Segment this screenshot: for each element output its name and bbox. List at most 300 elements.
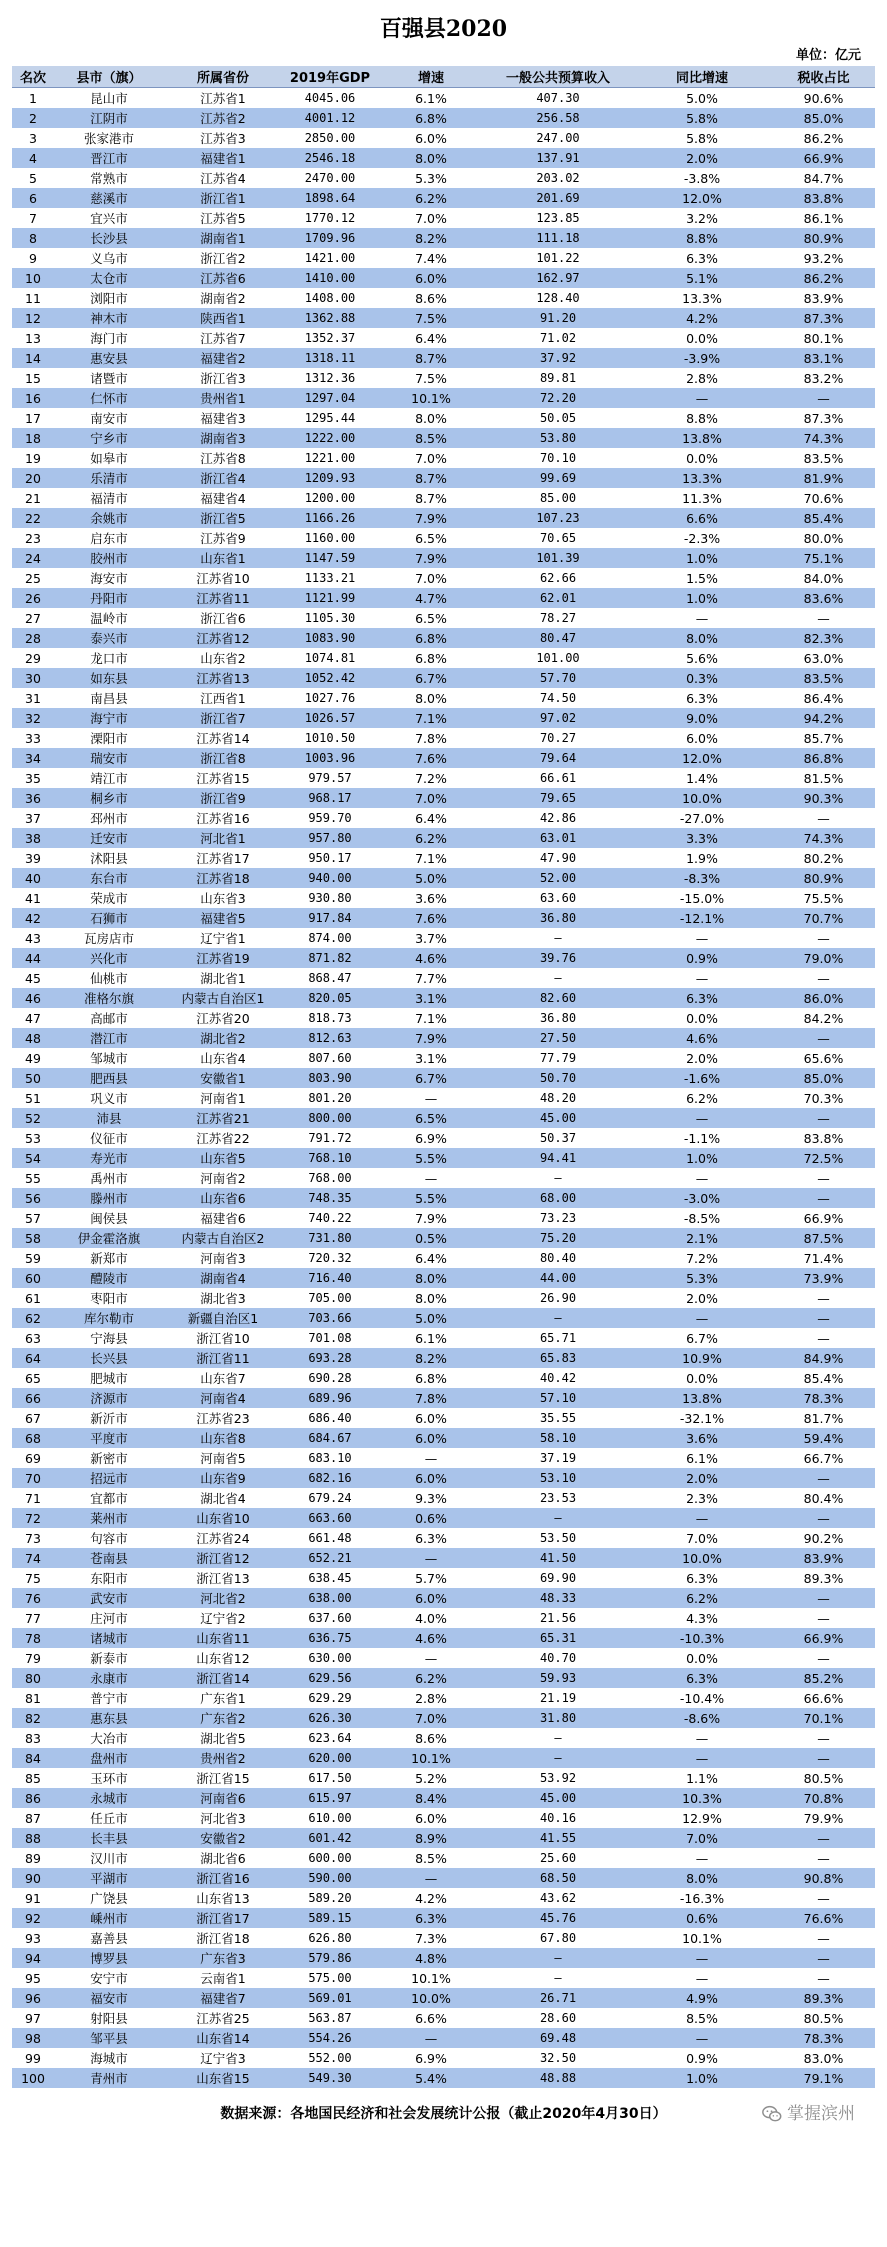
cell-budget-revenue: 35.55 bbox=[484, 1408, 632, 1428]
cell-county: 仪征市 bbox=[54, 1128, 164, 1148]
table-row bbox=[12, 1628, 875, 1648]
table-row bbox=[12, 1928, 875, 1948]
cell-rank: 5 bbox=[12, 168, 54, 188]
cell-county: 新沂市 bbox=[54, 1408, 164, 1428]
cell-gdp: 2546.18 bbox=[282, 148, 378, 168]
cell-rank: 46 bbox=[12, 988, 54, 1008]
cell-province: 江苏省7 bbox=[164, 328, 282, 348]
table-row bbox=[12, 628, 875, 648]
cell-revenue-growth: 13.8% bbox=[632, 428, 772, 448]
cell-tax-share: 80.9% bbox=[772, 868, 875, 888]
cell-county: 泰兴市 bbox=[54, 628, 164, 648]
table-row bbox=[12, 1168, 875, 1188]
cell-rank: 32 bbox=[12, 708, 54, 728]
cell-county: 余姚市 bbox=[54, 508, 164, 528]
table-body bbox=[12, 88, 875, 2089]
cell-tax-share: 86.0% bbox=[772, 988, 875, 1008]
cell-gdp-growth: 7.6% bbox=[378, 748, 484, 768]
cell-gdp-growth: — bbox=[378, 1088, 484, 1108]
cell-budget-revenue: 247.00 bbox=[484, 128, 632, 148]
cell-revenue-growth: 1.0% bbox=[632, 588, 772, 608]
cell-county: 福清市 bbox=[54, 488, 164, 508]
cell-province: 内蒙古自治区1 bbox=[164, 988, 282, 1008]
cell-budget-revenue: — bbox=[484, 1948, 632, 1968]
cell-gdp-growth: 5.5% bbox=[378, 1148, 484, 1168]
cell-tax-share: 75.5% bbox=[772, 888, 875, 908]
table-row bbox=[12, 1028, 875, 1048]
cell-budget-revenue: 53.80 bbox=[484, 428, 632, 448]
cell-gdp: 579.86 bbox=[282, 1948, 378, 1968]
cell-rank: 21 bbox=[12, 488, 54, 508]
cell-budget-revenue: 72.20 bbox=[484, 388, 632, 408]
cell-rank: 44 bbox=[12, 948, 54, 968]
cell-county: 张家港市 bbox=[54, 128, 164, 148]
cell-gdp-growth: 4.8% bbox=[378, 1948, 484, 1968]
cell-county: 潜江市 bbox=[54, 1028, 164, 1048]
table-row bbox=[12, 1588, 875, 1608]
cell-province: 山东省7 bbox=[164, 1368, 282, 1388]
cell-gdp-growth: 3.1% bbox=[378, 988, 484, 1008]
cell-rank: 59 bbox=[12, 1248, 54, 1268]
cell-province: 河南省6 bbox=[164, 1788, 282, 1808]
cell-county: 永城市 bbox=[54, 1788, 164, 1808]
cell-rank: 18 bbox=[12, 428, 54, 448]
table-row bbox=[12, 1688, 875, 1708]
cell-gdp-growth: 5.0% bbox=[378, 1308, 484, 1328]
cell-province: 湖北省5 bbox=[164, 1728, 282, 1748]
table-row bbox=[12, 2068, 875, 2088]
table-row bbox=[12, 1768, 875, 1788]
cell-gdp-growth: 6.2% bbox=[378, 188, 484, 208]
cell-rank: 61 bbox=[12, 1288, 54, 1308]
cell-budget-revenue: — bbox=[484, 1308, 632, 1328]
unit-label: 单位：亿元 bbox=[795, 48, 861, 63]
table-row bbox=[12, 268, 875, 288]
table-row bbox=[12, 968, 875, 988]
table-row bbox=[12, 1548, 875, 1568]
cell-revenue-growth: -8.6% bbox=[632, 1708, 772, 1728]
cell-county: 滕州市 bbox=[54, 1188, 164, 1208]
data-source-note: 数据来源：各地国民经济和社会发展统计公报（截止2020年4月30日） bbox=[220, 2106, 667, 2122]
cell-county: 沭阳县 bbox=[54, 848, 164, 868]
table-row bbox=[12, 848, 875, 868]
table-row bbox=[12, 528, 875, 548]
cell-tax-share: 83.1% bbox=[772, 348, 875, 368]
cell-revenue-growth: 6.3% bbox=[632, 1668, 772, 1688]
cell-province: 浙江省11 bbox=[164, 1348, 282, 1368]
table-row bbox=[12, 1908, 875, 1928]
table-row bbox=[12, 948, 875, 968]
cell-province: 湖南省4 bbox=[164, 1268, 282, 1288]
cell-rank: 80 bbox=[12, 1668, 54, 1688]
cell-tax-share: — bbox=[772, 1608, 875, 1628]
cell-gdp: 1297.04 bbox=[282, 388, 378, 408]
cell-tax-share: 84.2% bbox=[772, 1008, 875, 1028]
cell-revenue-growth: 5.1% bbox=[632, 268, 772, 288]
cell-tax-share: 83.9% bbox=[772, 288, 875, 308]
table-row bbox=[12, 2048, 875, 2068]
cell-province: 江苏省15 bbox=[164, 768, 282, 788]
cell-gdp: 600.00 bbox=[282, 1848, 378, 1868]
cell-tax-share: 83.9% bbox=[772, 1548, 875, 1568]
cell-gdp-growth: 3.7% bbox=[378, 928, 484, 948]
cell-county: 诸暨市 bbox=[54, 368, 164, 388]
cell-county: 海城市 bbox=[54, 2048, 164, 2068]
cell-gdp-growth: 6.0% bbox=[378, 1428, 484, 1448]
cell-tax-share: 80.4% bbox=[772, 1488, 875, 1508]
table-row bbox=[12, 1048, 875, 1068]
cell-budget-revenue: 77.79 bbox=[484, 1048, 632, 1068]
cell-gdp-growth: 6.5% bbox=[378, 608, 484, 628]
cell-gdp-growth: — bbox=[378, 1168, 484, 1188]
cell-gdp-growth: 6.0% bbox=[378, 1408, 484, 1428]
cell-rank: 41 bbox=[12, 888, 54, 908]
cell-county: 招远市 bbox=[54, 1468, 164, 1488]
cell-gdp-growth: 0.6% bbox=[378, 1508, 484, 1528]
cell-rank: 28 bbox=[12, 628, 54, 648]
cell-county: 神木市 bbox=[54, 308, 164, 328]
cell-gdp: 1295.44 bbox=[282, 408, 378, 428]
cell-revenue-growth: 3.6% bbox=[632, 1428, 772, 1448]
cell-province: 浙江省15 bbox=[164, 1768, 282, 1788]
cell-budget-revenue: 70.10 bbox=[484, 448, 632, 468]
cell-budget-revenue: 32.50 bbox=[484, 2048, 632, 2068]
cell-county: 玉环市 bbox=[54, 1768, 164, 1788]
cell-gdp: 638.45 bbox=[282, 1568, 378, 1588]
cell-gdp-growth: 10.0% bbox=[378, 1988, 484, 2008]
cell-county: 石狮市 bbox=[54, 908, 164, 928]
cell-gdp-growth: 7.5% bbox=[378, 308, 484, 328]
cell-gdp-growth: 8.7% bbox=[378, 468, 484, 488]
cell-province: 江苏省11 bbox=[164, 588, 282, 608]
cell-rank: 79 bbox=[12, 1648, 54, 1668]
cell-budget-revenue: 70.65 bbox=[484, 528, 632, 548]
cell-gdp: 661.48 bbox=[282, 1528, 378, 1548]
cell-gdp-growth: — bbox=[378, 2028, 484, 2048]
cell-revenue-growth: 4.2% bbox=[632, 308, 772, 328]
cell-budget-revenue: 75.20 bbox=[484, 1228, 632, 1248]
cell-tax-share: — bbox=[772, 1108, 875, 1128]
cell-gdp: 740.22 bbox=[282, 1208, 378, 1228]
cell-revenue-growth: 2.0% bbox=[632, 1048, 772, 1068]
cell-gdp-growth: 0.5% bbox=[378, 1228, 484, 1248]
cell-tax-share: 90.6% bbox=[772, 88, 875, 109]
cell-budget-revenue: 73.23 bbox=[484, 1208, 632, 1228]
cell-revenue-growth: -8.5% bbox=[632, 1208, 772, 1228]
cell-revenue-growth: -2.3% bbox=[632, 528, 772, 548]
table-row bbox=[12, 608, 875, 628]
cell-budget-revenue: 45.76 bbox=[484, 1908, 632, 1928]
cell-county: 新郑市 bbox=[54, 1248, 164, 1268]
cell-revenue-growth: 4.3% bbox=[632, 1608, 772, 1628]
cell-rank: 70 bbox=[12, 1468, 54, 1488]
cell-county: 库尔勒市 bbox=[54, 1308, 164, 1328]
table-row bbox=[12, 328, 875, 348]
cell-revenue-growth: 6.3% bbox=[632, 1568, 772, 1588]
cell-county: 海宁市 bbox=[54, 708, 164, 728]
cell-gdp: 791.72 bbox=[282, 1128, 378, 1148]
cell-county: 宜兴市 bbox=[54, 208, 164, 228]
cell-budget-revenue: 65.31 bbox=[484, 1628, 632, 1648]
cell-gdp: 1121.99 bbox=[282, 588, 378, 608]
cell-tax-share: — bbox=[772, 1028, 875, 1048]
cell-province: 福建省4 bbox=[164, 488, 282, 508]
cell-tax-share: — bbox=[772, 1848, 875, 1868]
cell-county: 邹平县 bbox=[54, 2028, 164, 2048]
cell-rank: 89 bbox=[12, 1848, 54, 1868]
cell-rank: 91 bbox=[12, 1888, 54, 1908]
cell-tax-share: 66.7% bbox=[772, 1448, 875, 1468]
cell-revenue-growth: 0.3% bbox=[632, 668, 772, 688]
cell-province: 江苏省8 bbox=[164, 448, 282, 468]
table-row bbox=[12, 1728, 875, 1748]
cell-budget-revenue: 89.81 bbox=[484, 368, 632, 388]
cell-gdp-growth: 3.6% bbox=[378, 888, 484, 908]
cell-tax-share: 86.2% bbox=[772, 268, 875, 288]
cell-province: 河南省3 bbox=[164, 1248, 282, 1268]
cell-county: 伊金霍洛旗 bbox=[54, 1228, 164, 1248]
cell-rank: 67 bbox=[12, 1408, 54, 1428]
cell-rank: 13 bbox=[12, 328, 54, 348]
cell-budget-revenue: 63.01 bbox=[484, 828, 632, 848]
cell-rank: 29 bbox=[12, 648, 54, 668]
cell-tax-share: — bbox=[772, 1968, 875, 1988]
cell-budget-revenue: 85.00 bbox=[484, 488, 632, 508]
cell-gdp: 637.60 bbox=[282, 1608, 378, 1628]
cell-revenue-growth: 6.7% bbox=[632, 1328, 772, 1348]
cell-rank: 83 bbox=[12, 1728, 54, 1748]
cell-gdp-growth: 6.8% bbox=[378, 1368, 484, 1388]
table-row bbox=[12, 1448, 875, 1468]
cell-gdp: 575.00 bbox=[282, 1968, 378, 1988]
cell-rank: 66 bbox=[12, 1388, 54, 1408]
table-row bbox=[12, 1068, 875, 1088]
cell-gdp-growth: 7.1% bbox=[378, 708, 484, 728]
cell-budget-revenue: 256.58 bbox=[484, 108, 632, 128]
cell-rank: 6 bbox=[12, 188, 54, 208]
table-row bbox=[12, 1228, 875, 1248]
cell-county: 昆山市 bbox=[54, 88, 164, 109]
cell-tax-share: — bbox=[772, 808, 875, 828]
cell-gdp: 629.29 bbox=[282, 1688, 378, 1708]
cell-budget-revenue: 39.76 bbox=[484, 948, 632, 968]
cell-rank: 24 bbox=[12, 548, 54, 568]
header-county: 县市（旗） bbox=[54, 66, 164, 88]
wechat-icon bbox=[761, 2103, 783, 2125]
cell-gdp: 663.60 bbox=[282, 1508, 378, 1528]
cell-gdp-growth: 8.0% bbox=[378, 1288, 484, 1308]
cell-tax-share: — bbox=[772, 1828, 875, 1848]
cell-gdp: 1026.57 bbox=[282, 708, 378, 728]
cell-province: 江苏省24 bbox=[164, 1528, 282, 1548]
cell-tax-share: 83.6% bbox=[772, 588, 875, 608]
cell-gdp: 1209.93 bbox=[282, 468, 378, 488]
table-row bbox=[12, 928, 875, 948]
cell-budget-revenue: 82.60 bbox=[484, 988, 632, 1008]
cell-gdp: 652.21 bbox=[282, 1548, 378, 1568]
table-row bbox=[12, 308, 875, 328]
cell-tax-share: 79.0% bbox=[772, 948, 875, 968]
cell-tax-share: 78.3% bbox=[772, 2028, 875, 2048]
cell-revenue-growth: 6.3% bbox=[632, 988, 772, 1008]
cell-tax-share: 70.6% bbox=[772, 488, 875, 508]
cell-rank: 14 bbox=[12, 348, 54, 368]
cell-gdp: 1408.00 bbox=[282, 288, 378, 308]
cell-province: 浙江省5 bbox=[164, 508, 282, 528]
table-row bbox=[12, 1748, 875, 1768]
cell-gdp-growth: 7.9% bbox=[378, 508, 484, 528]
cell-rank: 42 bbox=[12, 908, 54, 928]
cell-gdp: 940.00 bbox=[282, 868, 378, 888]
table-row bbox=[12, 648, 875, 668]
cell-tax-share: — bbox=[772, 1648, 875, 1668]
cell-gdp-growth: 8.0% bbox=[378, 148, 484, 168]
cell-budget-revenue: 45.00 bbox=[484, 1788, 632, 1808]
cell-tax-share: 85.0% bbox=[772, 1068, 875, 1088]
cell-gdp-growth: 6.2% bbox=[378, 1668, 484, 1688]
cell-tax-share: — bbox=[772, 1948, 875, 1968]
cell-gdp: 1318.11 bbox=[282, 348, 378, 368]
cell-rank: 69 bbox=[12, 1448, 54, 1468]
cell-budget-revenue: 48.33 bbox=[484, 1588, 632, 1608]
cell-county: 闽侯县 bbox=[54, 1208, 164, 1228]
cell-gdp-growth: 8.0% bbox=[378, 688, 484, 708]
cell-tax-share: 72.5% bbox=[772, 1148, 875, 1168]
table-row bbox=[12, 808, 875, 828]
cell-tax-share: 90.8% bbox=[772, 1868, 875, 1888]
cell-rank: 98 bbox=[12, 2028, 54, 2048]
cell-gdp: 930.80 bbox=[282, 888, 378, 908]
cell-gdp: 620.00 bbox=[282, 1748, 378, 1768]
cell-revenue-growth: 13.8% bbox=[632, 1388, 772, 1408]
cell-county: 如皋市 bbox=[54, 448, 164, 468]
cell-county: 句容市 bbox=[54, 1528, 164, 1548]
cell-county: 长沙县 bbox=[54, 228, 164, 248]
table-row bbox=[12, 988, 875, 1008]
cell-budget-revenue: 48.20 bbox=[484, 1088, 632, 1108]
cell-budget-revenue: 53.10 bbox=[484, 1468, 632, 1488]
cell-gdp-growth: 6.3% bbox=[378, 1528, 484, 1548]
cell-budget-revenue: 48.88 bbox=[484, 2068, 632, 2088]
cell-gdp-growth: 7.3% bbox=[378, 1928, 484, 1948]
table-row bbox=[12, 1368, 875, 1388]
cell-budget-revenue: 50.37 bbox=[484, 1128, 632, 1148]
cell-province: 山东省14 bbox=[164, 2028, 282, 2048]
cell-rank: 39 bbox=[12, 848, 54, 868]
cell-revenue-growth: 6.0% bbox=[632, 728, 772, 748]
cell-province: 山东省10 bbox=[164, 1508, 282, 1528]
cell-gdp-growth: 5.7% bbox=[378, 1568, 484, 1588]
cell-budget-revenue: 50.70 bbox=[484, 1068, 632, 1088]
cell-gdp: 569.01 bbox=[282, 1988, 378, 2008]
cell-gdp-growth: 5.4% bbox=[378, 2068, 484, 2088]
cell-county: 东阳市 bbox=[54, 1568, 164, 1588]
cell-rank: 10 bbox=[12, 268, 54, 288]
cell-county: 普宁市 bbox=[54, 1688, 164, 1708]
cell-gdp-growth: 7.9% bbox=[378, 1028, 484, 1048]
table-row bbox=[12, 1848, 875, 1868]
cell-tax-share: 66.9% bbox=[772, 1208, 875, 1228]
table-row bbox=[12, 1388, 875, 1408]
table-row bbox=[12, 1088, 875, 1108]
cell-revenue-growth: 6.6% bbox=[632, 508, 772, 528]
cell-tax-share: 74.3% bbox=[772, 828, 875, 848]
cell-revenue-growth: 4.6% bbox=[632, 1028, 772, 1048]
cell-revenue-growth: -10.4% bbox=[632, 1688, 772, 1708]
cell-tax-share: — bbox=[772, 1168, 875, 1188]
cell-tax-share: 85.7% bbox=[772, 728, 875, 748]
cell-revenue-growth: 0.6% bbox=[632, 1908, 772, 1928]
table-row bbox=[12, 748, 875, 768]
ranking-table bbox=[12, 66, 875, 2088]
cell-county: 邹城市 bbox=[54, 1048, 164, 1068]
cell-province: 江苏省19 bbox=[164, 948, 282, 968]
cell-rank: 50 bbox=[12, 1068, 54, 1088]
cell-county: 沛县 bbox=[54, 1108, 164, 1128]
cell-gdp-growth: 7.1% bbox=[378, 1008, 484, 1028]
cell-province: 广东省1 bbox=[164, 1688, 282, 1708]
cell-gdp-growth: 4.6% bbox=[378, 948, 484, 968]
cell-province: 湖北省1 bbox=[164, 968, 282, 988]
cell-budget-revenue: 66.61 bbox=[484, 768, 632, 788]
cell-province: 山东省2 bbox=[164, 648, 282, 668]
cell-rank: 52 bbox=[12, 1108, 54, 1128]
table-row bbox=[12, 1648, 875, 1668]
cell-gdp: 1133.21 bbox=[282, 568, 378, 588]
cell-budget-revenue: — bbox=[484, 1508, 632, 1528]
cell-budget-revenue: 97.02 bbox=[484, 708, 632, 728]
table-row bbox=[12, 1788, 875, 1808]
cell-budget-revenue: 26.90 bbox=[484, 1288, 632, 1308]
table-row bbox=[12, 788, 875, 808]
cell-county: 寿光市 bbox=[54, 1148, 164, 1168]
cell-budget-revenue: 91.20 bbox=[484, 308, 632, 328]
cell-budget-revenue: 74.50 bbox=[484, 688, 632, 708]
cell-revenue-growth: -3.9% bbox=[632, 348, 772, 368]
cell-tax-share: 84.0% bbox=[772, 568, 875, 588]
cell-tax-share: 66.9% bbox=[772, 1628, 875, 1648]
cell-county: 东台市 bbox=[54, 868, 164, 888]
cell-tax-share: 81.9% bbox=[772, 468, 875, 488]
cell-rank: 31 bbox=[12, 688, 54, 708]
cell-budget-revenue: 203.02 bbox=[484, 168, 632, 188]
table-row bbox=[12, 1348, 875, 1368]
cell-revenue-growth: 0.0% bbox=[632, 448, 772, 468]
cell-province: 湖南省2 bbox=[164, 288, 282, 308]
cell-tax-share: 80.9% bbox=[772, 228, 875, 248]
cell-rank: 57 bbox=[12, 1208, 54, 1228]
cell-gdp-growth: 8.4% bbox=[378, 1788, 484, 1808]
cell-budget-revenue: 47.90 bbox=[484, 848, 632, 868]
cell-revenue-growth: 8.8% bbox=[632, 228, 772, 248]
cell-gdp: 683.10 bbox=[282, 1448, 378, 1468]
cell-county: 博罗县 bbox=[54, 1948, 164, 1968]
cell-rank: 51 bbox=[12, 1088, 54, 1108]
table-row bbox=[12, 1248, 875, 1268]
table-row bbox=[12, 1608, 875, 1628]
cell-tax-share: 83.5% bbox=[772, 448, 875, 468]
cell-gdp: 731.80 bbox=[282, 1228, 378, 1248]
cell-province: 江苏省22 bbox=[164, 1128, 282, 1148]
cell-gdp: 701.08 bbox=[282, 1328, 378, 1348]
cell-rank: 38 bbox=[12, 828, 54, 848]
cell-province: 浙江省3 bbox=[164, 368, 282, 388]
cell-province: 江苏省2 bbox=[164, 108, 282, 128]
cell-budget-revenue: 42.86 bbox=[484, 808, 632, 828]
cell-gdp: 626.80 bbox=[282, 1928, 378, 1948]
cell-budget-revenue: 41.50 bbox=[484, 1548, 632, 1568]
cell-province: 河北省2 bbox=[164, 1588, 282, 1608]
